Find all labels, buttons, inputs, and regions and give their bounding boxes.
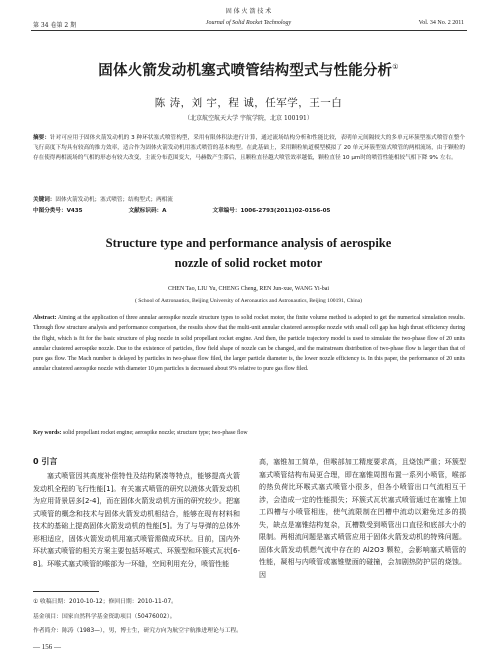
abstract-en-text: Aiming at the application of three annular aerospike nozzle structure types to solid rocket motor, the finite volume method is adopted to get the numerical simulation results. Through flow structure analysis and performance comparison, the results show that the multi-unit annular clustered aerospike nozzle with small cell gap has high thrust efficiency during the flight, which is fit for the basic structure of plug nozzle in solid propellant rocket engine. And then, the particle trajectory model is used to simulate the two-phase flow of 20 units annular clustered aerospike nozzle. Due to the existence of particles, flow field shape of nozzle can be changed, and the mainstream distribution of two-phase flow is larger than that of pure gas flow. The Mach number is delayed by particles in two-phase flow filed, the larger particle diameter is, the lower nozzle efficiency is. In this paper, the performance of 20 units annular clustered aerospike nozzle with diameter 10 μm particles is decreased about 9% relative to pure gas flow filed.: [33, 315, 465, 373]
journal-name-cn: 固 体 火 箭 技 术: [225, 8, 272, 15]
abstract-cn: [33, 133, 465, 164]
footnote-fund: 基金项目：国家自然科学基金资助项目（50476002）。: [33, 614, 176, 620]
body-column-left: [33, 470, 240, 570]
keywords-cn: [33, 195, 465, 205]
keywords-cn-label: 关键词：: [33, 197, 56, 203]
keywords-en-text: solid propellant rocket engine; aerospike nozzle; structure type; two-phase flow: [62, 430, 248, 436]
affiliation-cn: （北京航空航天大学 宇航学院，北京 100191）: [184, 115, 313, 122]
keywords-en-label: Key words:: [33, 430, 62, 436]
article-id: 文章编号：1006-2793(2011)02-0156-05: [212, 208, 331, 214]
abstract-cn-text: 针对可应用于固体火箭发动机的 3 种环状塞式喷管构型，采用有限体积法进行计算，通过流场结构分析和性能比较，表明单元间隔较大的多单元环簇型塞式喷管在整个飞行高度下均具有较高的推力效率，适合作为固体火箭发动机用塞式喷管的基本构型。在此基础上，采用颗粒轨道模型模拟了 20 单元环簇型塞式喷管的两相流场，由于颗粒的存在使得两相流场的气相的形态有较大改变，主流分布范围变大，马赫数产生滞后，且颗粒直径越大喷管效率越低，颗粒直径 10 μm时的喷管性能相较气相下降 9% 左右。: [33, 135, 465, 162]
keywords-cn-text: 固体火箭发动机；塞式喷管；结构型式；两相流: [55, 197, 173, 203]
journal-name-en: Journal of Solid Rocket Technology: [205, 20, 292, 26]
body-paragraph-left: 塞式喷管因其高度补偿特性及结构紧凑等特点，能够提高火箭发动机全程的飞行性能[1]。有关塞式喷管的研究以液体火箭发动机为应用背景居多[2-4]，而在固体火箭发动机方面的研究较少。把塞式喷管的概念和技术与固体火箭发动机相结合，能够在现有材料和技术的基础上提高固体火箭发动机的性能[5]。为了与导弹的总体外形相适应，固体火箭发动机用塞式喷管需做成环状。目前，国内外环状塞式喷管的相关方案主要包括环喉式、环簇型和环簇式瓦状[6-8]。环喉式塞式喷管的喉部为一环缝，空间利用充分，喷管性能: [33, 472, 240, 568]
footnote-author: 作者简介：陈涛（1983—），男，博士生，研究方向为航空宇航推进理论与工程。: [33, 628, 242, 634]
authors-cn: 陈 涛，刘 宇，程 诚，任军学，王一白: [154, 97, 343, 109]
title-en-text: Structure type and performance analysis of aerospike nozzle of solid rocket motor: [105, 236, 392, 270]
document-code: 文献标识码：A: [128, 208, 167, 214]
footnote-received: ① 收稿日期：2010-10-12；修回日期：2010-11-07。: [33, 599, 177, 605]
classification-cn: [33, 206, 465, 216]
title-text: 固体火箭发动机塞式喷管结构型式与性能分析: [98, 63, 393, 79]
volume-issue-cn: 第 34 卷第 2 期: [33, 22, 77, 29]
title-footnote-mark: ①: [392, 63, 399, 72]
body-paragraph-right: 高，塞锥加工简单，但喉部加工精度要求高，且烧蚀严重；环簇型塞式喷管结构布局更合理，即在塞锥周围布置一系列小喷管，喉部的热负荷比环喉式塞式喷管小很多，但各小喷管出口气流相互干涉，会造成一定的性能损失；环簇式瓦状塞式喷管通过在塞锥上加工四槽与小喷管相连，使气流限制在凹槽中流动以避免过多的损失，缺点是塞锥结构复杂，瓦槽数受到喷管出口直径和底部大小的限制。两相流问题是塞式喷管应用于固体火箭发动机的特殊问题。固体火箭发动机燃气流中存在的 Al2O3 颗粒，会影响塞式喷管的性能，凝相与内喷管或塞锥壁面的碰撞，会加剧热防护层的烧蚀。因: [259, 458, 466, 579]
body-column-right: [259, 456, 466, 581]
authors-en: CHEN Tao, LIU Yu, CHENG Cheng, REN Jun-xue, WANG Yi-bai: [167, 286, 330, 292]
footnote-divider: [33, 591, 99, 592]
keywords-en: [33, 428, 465, 438]
volume-issue-en: Vol. 34 No. 2 2011: [418, 20, 464, 26]
abstract-en: [33, 313, 465, 375]
paper-title-en: [0, 233, 497, 273]
abstract-cn-label: 摘要：: [33, 135, 50, 141]
abstract-en-label: Abstract:: [33, 315, 57, 321]
paper-title-cn: [0, 59, 497, 80]
page-number: — 156 —: [33, 643, 61, 651]
section-heading-introduction: 0 引言: [33, 457, 58, 466]
clc-number: 中图分类号：V435: [33, 208, 83, 214]
header-divider: [31, 30, 467, 31]
affiliation-en: ( School of Astronautics, Beijing University of Aeronautics and Astronautics, Beijing 100191, China): [135, 298, 362, 304]
